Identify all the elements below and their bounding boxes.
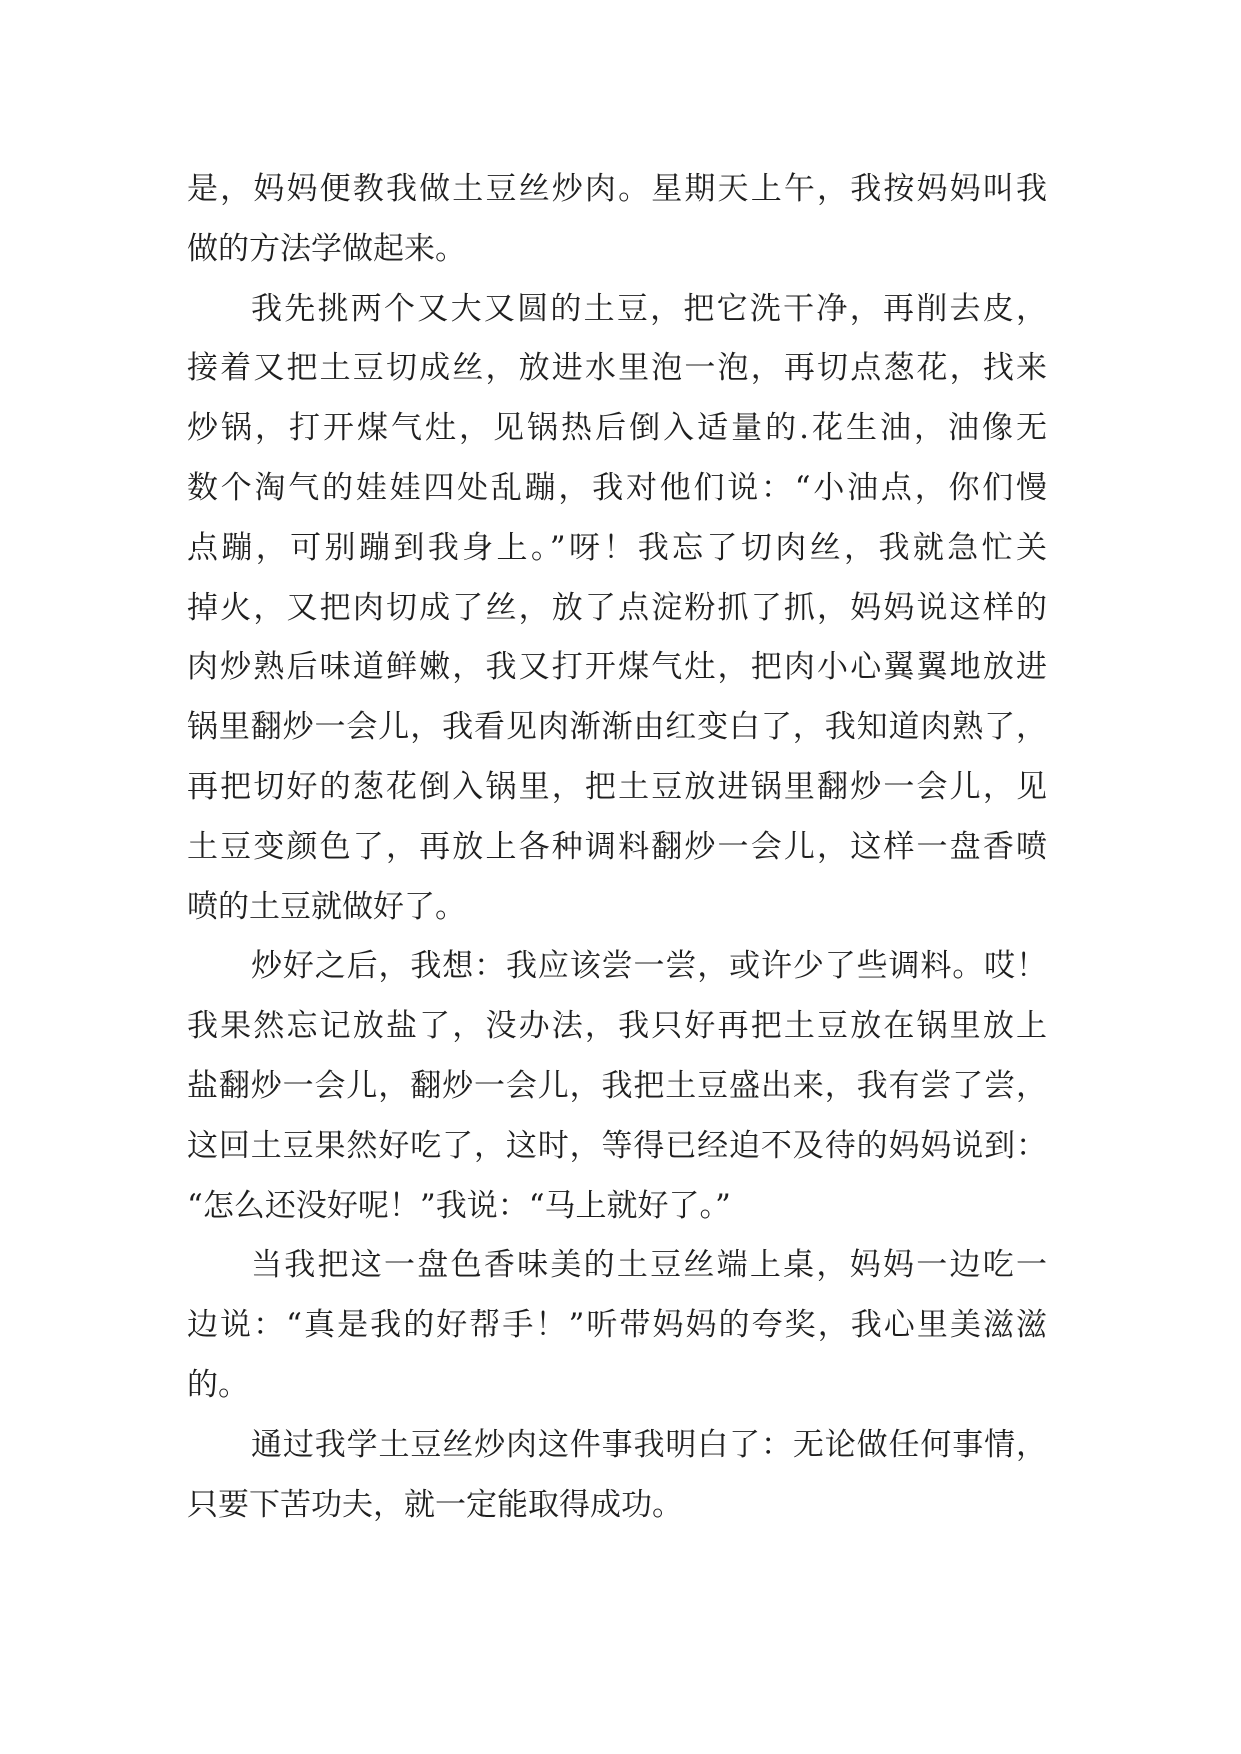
text-line: 锅里翻炒一会儿，我看见肉渐渐由红变白了，我知道肉熟了， bbox=[187, 709, 1047, 746]
paragraph-first-line: 炒好之后，我想：我应该尝一尝，或许少了些调料。哎！ bbox=[251, 948, 1047, 985]
text-line: 数个淘气的娃娃四处乱蹦，我对他们说：“小油点，你们慢 bbox=[187, 469, 1047, 506]
text-line: 土豆变颜色了，再放上各种调料翻炒一会儿，这样一盘香喷 bbox=[187, 828, 1047, 865]
text-line: 喷的土豆就做好了。 bbox=[187, 888, 466, 925]
text-line: 掉火，又把肉切成了丝，放了点淀粉抓了抓，妈妈说这样的 bbox=[187, 589, 1047, 626]
text-line: “怎么还没好呢！”我说：“马上就好了。” bbox=[187, 1187, 731, 1224]
text-line: 边说：“真是我的好帮手！”听带妈妈的夸奖，我心里美滋滋 bbox=[187, 1307, 1047, 1344]
text-line: 是，妈妈便教我做土豆丝炒肉。星期天上午，我按妈妈叫我 bbox=[187, 171, 1047, 207]
text-line: 肉炒熟后味道鲜嫩，我又打开煤气灶，把肉小心翼翼地放进 bbox=[187, 649, 1047, 686]
paragraph-first-line: 当我把这一盘色香味美的土豆丝端上桌，妈妈一边吃一 bbox=[251, 1247, 1047, 1284]
text-line: 盐翻炒一会儿，翻炒一会儿，我把土豆盛出来，我有尝了尝， bbox=[187, 1067, 1047, 1104]
text-line: 炒锅，打开煤气灶，见锅热后倒入适量的.花生油，油像无 bbox=[187, 410, 1047, 447]
text-line: 再把切好的葱花倒入锅里，把土豆放进锅里翻炒一会儿，见 bbox=[187, 768, 1047, 805]
text-line: 的。 bbox=[187, 1366, 249, 1403]
paragraph-first-line: 我先挑两个又大又圆的土豆，把它洗干净，再削去皮， bbox=[251, 290, 1047, 327]
text-line: 点蹦，可别蹦到我身上。”呀！我忘了切肉丝，我就急忙关 bbox=[187, 529, 1047, 566]
text-line: 接着又把土豆切成丝，放进水里泡一泡，再切点葱花，找来 bbox=[187, 350, 1047, 387]
text-line: 只要下苦功夫，就一定能取得成功。 bbox=[187, 1486, 683, 1523]
text-line: 做的方法学做起来。 bbox=[187, 230, 466, 267]
text-line: 这回土豆果然好吃了，这时，等得已经迫不及待的妈妈说到： bbox=[187, 1127, 1047, 1164]
essay-body bbox=[187, 160, 1047, 1535]
text-line: 我果然忘记放盐了，没办法，我只好再把土豆放在锅里放上 bbox=[187, 1008, 1047, 1045]
paragraph-first-line: 通过我学土豆丝炒肉这件事我明白了：无论做任何事情， bbox=[251, 1426, 1047, 1463]
